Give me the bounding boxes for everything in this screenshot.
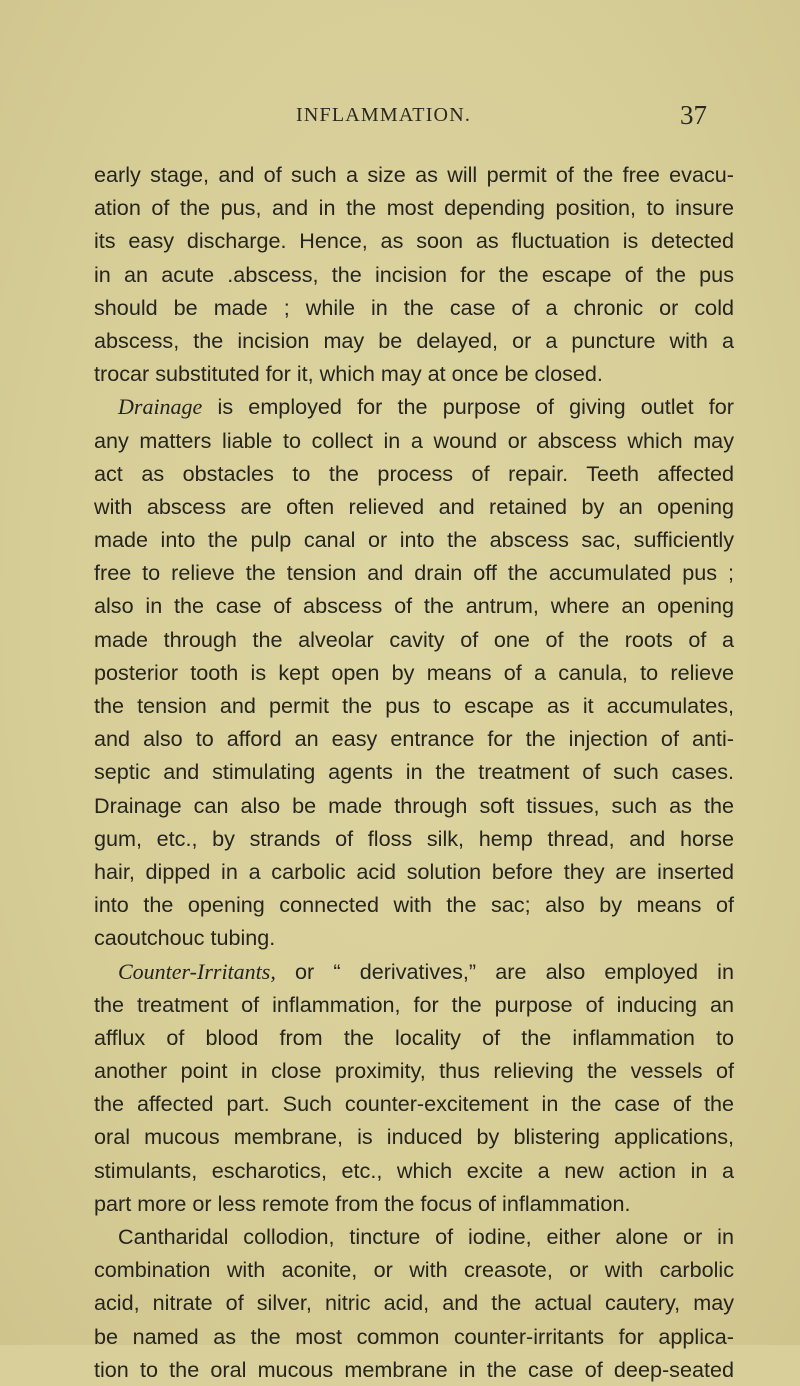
text-line: trocar substituted for it, which may at once be closed.: [94, 361, 603, 387]
text-line: any matters liable to collect in a wound or abscess which may: [94, 427, 734, 453]
text-line: septic and stimulating agents in the treatment of such cases.: [94, 759, 734, 785]
text-line: combination with aconite, or with creasote, or with carbolic: [94, 1257, 734, 1283]
text-line: stimulants, escharotics, etc., which excite a new action in a: [94, 1157, 734, 1183]
paragraph-start-counter-irritants: [94, 955, 734, 988]
text-line: the affected part. Such counter-excitement in the case of the: [94, 1091, 734, 1117]
text-fragment: is employed for the purpose of giving outlet for: [202, 394, 734, 420]
text-line: with abscess are often relieved and retained by an opening: [94, 493, 734, 519]
text-line: hair, dipped in a carbolic acid solution before they are inserted: [94, 858, 734, 884]
term-counter-irritants: Counter-Irritants,: [118, 958, 276, 984]
paragraph-start-drainage: [94, 390, 734, 423]
text-line: early stage, and of such a size as will permit of the free evacu-: [94, 162, 734, 187]
text-line: should be made ; while in the case of a chronic or cold: [94, 294, 734, 320]
text-line: another point in close proximity, thus relieving the vessels of: [94, 1058, 734, 1084]
text-line: in an acute .abscess, the incision for the escape of the pus: [94, 261, 734, 287]
text-line: made into the pulp canal or into the abscess sac, sufficiently: [94, 527, 734, 553]
text-line: oral mucous membrane, is induced by blistering applications,: [94, 1124, 734, 1150]
text-line: tion to the oral mucous membrane in the case of deep-seated: [94, 1356, 734, 1382]
term-drainage: Drainage: [118, 394, 203, 420]
text-line: the treatment of inflammation, for the purpose of inducing an: [94, 991, 734, 1017]
text-line: made through the alveolar cavity of one of the roots of a: [94, 626, 734, 652]
text-fragment: or “ derivatives,” are also employed in: [275, 958, 734, 984]
running-head: [0, 100, 800, 134]
text-line: ation of the pus, and in the most depending position, to insure: [94, 195, 734, 221]
text-line: its easy discharge. Hence, as soon as fluctuation is detected: [94, 228, 734, 254]
text-line: caoutchouc tubing.: [94, 925, 276, 951]
text-line: afflux of blood from the locality of the inflammation to: [94, 1024, 734, 1050]
text-line: into the opening connected with the sac; also by means of: [94, 892, 734, 918]
text-line: and also to afford an easy entrance for the injection of anti-: [94, 726, 734, 752]
text-line: free to relieve the tension and drain off the accumulated pus ;: [94, 560, 734, 586]
text-line: Drainage can also be made through soft tissues, such as the: [94, 792, 734, 818]
body-text: [94, 158, 734, 1386]
text-line: be named as the most common counter-irritants for applica-: [94, 1323, 734, 1349]
text-line: part more or less remote from the focus of inflammation.: [94, 1190, 631, 1216]
text-line: the tension and permit the pus to escape as it accumulates,: [94, 693, 734, 718]
text-line: posterior tooth is kept open by means of a canula, to relieve: [94, 659, 734, 685]
text-line: also in the case of abscess of the antrum, where an opening: [94, 593, 734, 619]
text-line: Cantharidal collodion, tincture of iodine, either alone or in: [118, 1224, 734, 1249]
text-line: acid, nitrate of silver, nitric acid, and the actual cautery, may: [94, 1290, 734, 1316]
running-title: INFLAMMATION.: [296, 104, 472, 126]
text-line: gum, etc., by strands of floss silk, hemp thread, and horse: [94, 825, 734, 851]
text-line: abscess, the incision may be delayed, or a puncture with a: [94, 327, 734, 353]
text-line: act as obstacles to the process of repair. Teeth affected: [94, 460, 734, 486]
page-number: 37: [680, 100, 707, 130]
